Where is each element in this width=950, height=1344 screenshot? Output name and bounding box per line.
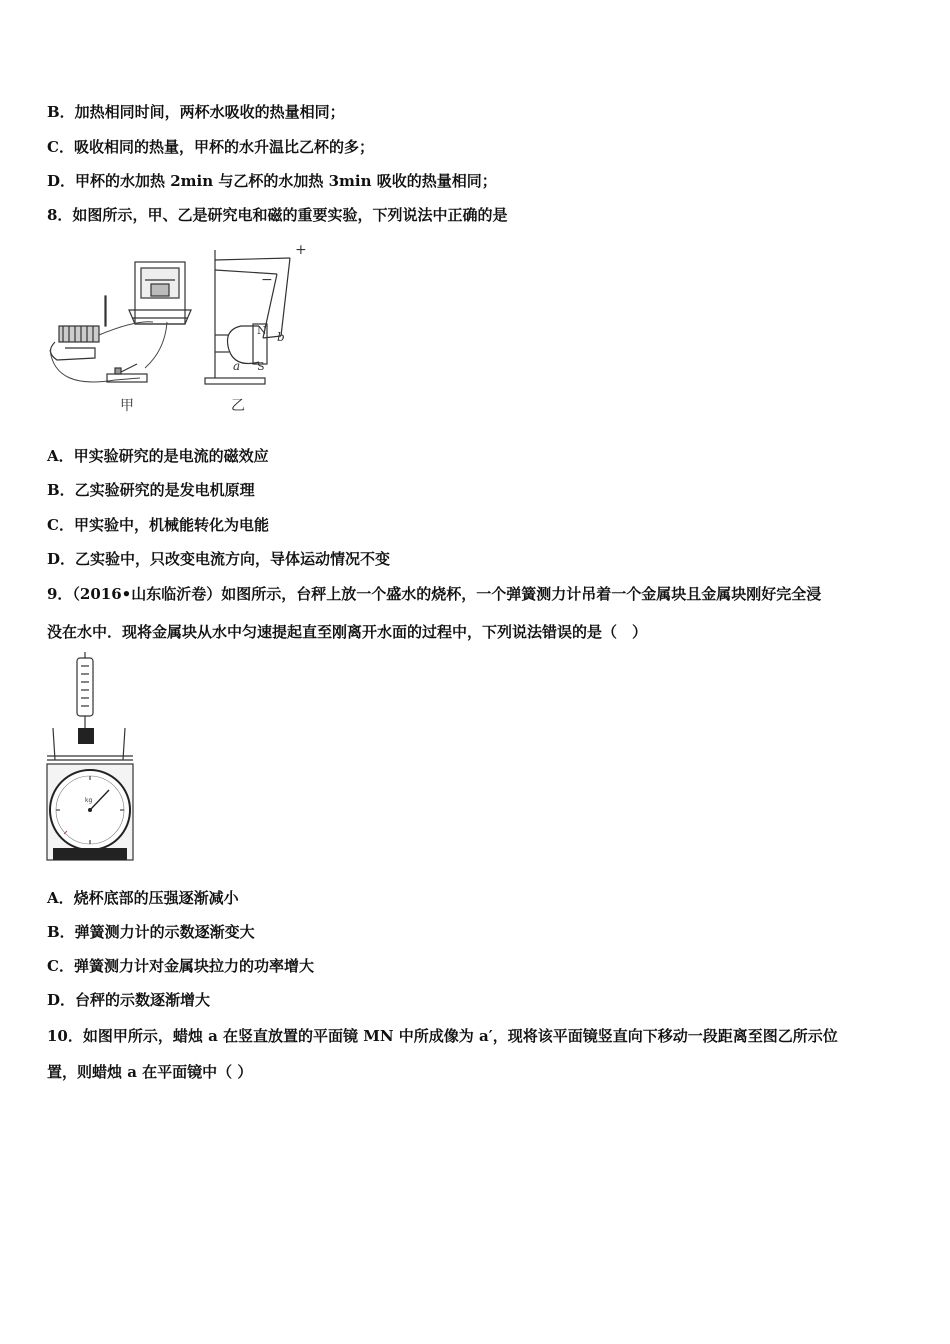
- q9-figure: [45, 652, 140, 864]
- q9-option-d: D．台秤的示数逐渐增大: [47, 991, 211, 1009]
- pole-s-label: S: [257, 360, 265, 373]
- q9-stem-line2: 没在水中．现将金属块从水中匀速提起直至刚离开水面的过程中，下列说法错误的是（ ）: [47, 623, 648, 641]
- q8-figure: [45, 240, 315, 420]
- q8-option-c: C．甲实验中，机械能转化为电能: [47, 516, 269, 534]
- stand-illustration: [205, 250, 290, 384]
- q7-option-c: C．吸收相同的热量，甲杯的水升温比乙杯的多；: [47, 138, 374, 156]
- q9-option-a: A．烧杯底部的压强逐渐减小: [47, 889, 239, 907]
- q10-stem-line1: 10．如图甲所示，蜡烛 a 在竖直放置的平面镜 MN 中所成像为 a′，现将该平面镜竖直向下移动一段距离至图乙所示位: [47, 1027, 838, 1045]
- q7-option-d: D．甲杯的水加热 2min 与乙杯的水加热 3min 吸收的热量相同；: [47, 172, 497, 190]
- dial-unit-label: kg: [85, 797, 93, 804]
- q8-option-a: A．甲实验研究的是电流的磁效应: [47, 447, 269, 465]
- coil-illustration: [50, 296, 106, 360]
- q8-option-d: D．乙实验中，只改变电流方向，导体运动情况不变: [47, 550, 391, 568]
- q9-option-c: C．弹簧测力计对金属块拉力的功率增大: [47, 957, 314, 975]
- fig-label-left: 甲: [120, 398, 134, 414]
- q9-stem-line1: 9．（2016•山东临沂卷）如图所示，台秤上放一个盛水的烧杯，一个弹簧测力计吊着一个金属块且金属块刚好完全浸: [47, 585, 822, 603]
- scale-dial-illustration: [47, 764, 133, 860]
- q8-stem: 8．如图所示，甲、乙是研究电和磁的重要实验，下列说法中正确的是: [47, 206, 508, 224]
- terminal-minus: −: [261, 272, 273, 288]
- point-a-label: a: [233, 359, 241, 373]
- q8-option-b: B．乙实验研究的是发电机原理: [47, 481, 255, 499]
- q7-option-b: B．加热相同时间，两杯水吸收的热量相同；: [47, 103, 345, 121]
- q9-option-b: B．弹簧测力计的示数逐渐变大: [47, 923, 255, 941]
- spring-scale-illustration: [77, 652, 93, 728]
- fig-label-right: 乙: [231, 398, 245, 414]
- point-b-label: b: [277, 330, 285, 344]
- q10-stem-line2: 置，则蜡烛 a 在平面镜中（ ）: [47, 1063, 253, 1081]
- metal-block-illustration: [78, 728, 94, 744]
- galvanometer-illustration: [129, 262, 191, 324]
- terminal-plus: +: [295, 242, 307, 258]
- pole-n-label: N: [257, 324, 267, 337]
